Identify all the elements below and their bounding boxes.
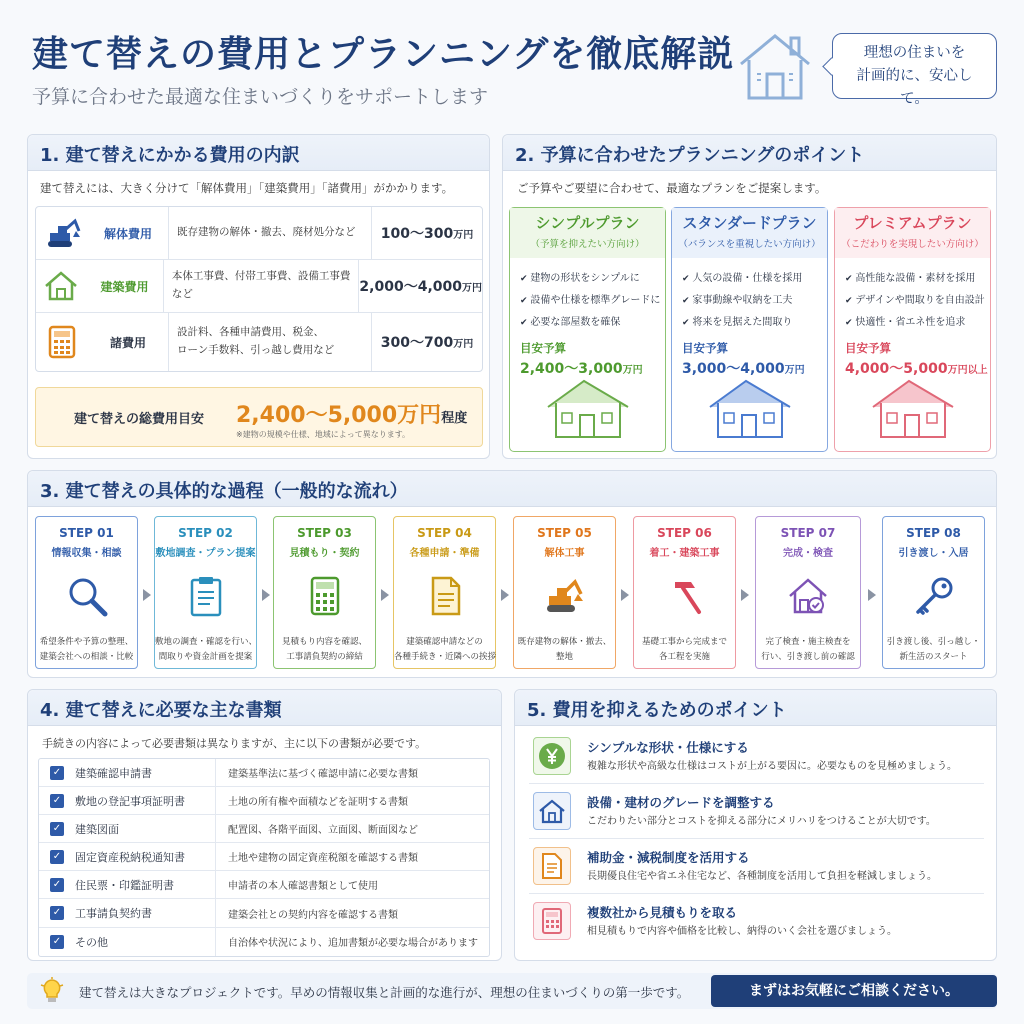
plan-card-standard <box>671 207 828 452</box>
step-title: 見積もり・契約 <box>289 548 360 559</box>
checkbox-checked-icon: ✓ <box>50 822 64 836</box>
cost-value <box>372 332 482 352</box>
step-number: STEP 03 <box>297 526 352 540</box>
step-desc-line: 希望条件や予算の整理、 <box>39 637 134 647</box>
plan-budget-value <box>672 358 827 378</box>
step-desc <box>634 635 735 666</box>
step-arrow-icon <box>621 589 629 601</box>
footer-bar <box>27 973 997 1009</box>
step-desc <box>274 635 375 666</box>
plan-card-premium <box>834 207 991 452</box>
plan-tag: （予算を抑えたい方向け） <box>530 239 645 250</box>
tip-item <box>529 734 984 784</box>
document-icon <box>423 574 467 618</box>
cost-amount: 100〜300 <box>380 226 454 242</box>
step-desc-line: 間取りや資金計画を提案 <box>158 652 253 663</box>
cost-desc-line: 本体工事費、付帯工事費、設備工事費など <box>171 270 351 300</box>
step-card-03 <box>273 516 376 669</box>
section3-heading: 3. 建て替えの具体的な過程（一般的な流れ） <box>28 471 996 507</box>
step-title: 情報収集・相談 <box>51 548 122 559</box>
step-number: STEP 07 <box>780 526 836 540</box>
plan-tag: （バランスを重視したい方向け） <box>678 239 821 250</box>
step-desc-line: 建築会社への相談・比較 <box>39 652 134 663</box>
magnifier-icon <box>65 574 109 618</box>
tip-title: 設備・建材のグレードを調整する <box>587 795 775 810</box>
page-subtitle: 予算に合わせた最適な住まいづくりをサポートします <box>32 86 489 108</box>
house-illustration-icon <box>706 377 794 439</box>
plan-header <box>510 208 665 258</box>
document-name: 建築確認申請書 <box>75 766 152 780</box>
section5-heading: 5. 費用を抑えるためのポイント <box>515 690 996 726</box>
plan-point: ✔ 設備や仕様を標準グレードに <box>520 290 657 312</box>
document-desc: 配置図、各階平面図、立面図、断面図など <box>215 815 489 842</box>
step-desc-line: 行い、引き渡し前の確認 <box>761 652 855 663</box>
total-cost-label: 建て替えの総費用目安 <box>74 412 205 427</box>
cost-amount: 300〜700 <box>380 335 454 351</box>
tagline-bubble <box>832 33 997 108</box>
step-number: STEP 02 <box>178 526 233 540</box>
document-row <box>39 871 489 899</box>
step-arrow-icon <box>868 589 876 601</box>
key-icon <box>912 574 956 618</box>
cost-unit: 万円 <box>462 283 482 294</box>
step-card-06 <box>633 516 736 669</box>
cost-desc-line: 設計料、各種申請費用、税金、 <box>177 326 324 339</box>
tip-item <box>529 789 984 839</box>
house-icon <box>533 792 571 830</box>
section4-heading: 4. 建て替えに必要な主な書類 <box>28 690 501 726</box>
cost-unit: 万円 <box>453 230 474 241</box>
tip-desc: 長期優良住宅や省エネ住宅など、各種制度を活用して負担を軽減しましょう。 <box>587 871 937 882</box>
step-desc-line: 整地 <box>555 652 573 663</box>
cost-name: 諸費用 <box>109 335 146 350</box>
checkbox-checked-icon: ✓ <box>50 878 64 892</box>
tip-desc: 相見積もりで内容や価格を比較し、納得のいく会社を選びましょう。 <box>587 926 897 937</box>
cost-saving-panel <box>514 689 997 961</box>
plan-budget-label: 目安予算 <box>520 341 566 355</box>
step-desc <box>883 635 984 666</box>
plan-point: ✔ 人気の設備・仕様を採用 <box>682 268 819 290</box>
document-name: その他 <box>75 935 108 949</box>
hammer-icon <box>663 574 707 618</box>
total-cost-note: ※建物の規模や仕様、地域によって異なります。 <box>236 430 411 439</box>
section1-heading: 1. 建て替えにかかる費用の内訳 <box>28 135 489 171</box>
step-desc-line: 各種手続き・近隣への挨拶 <box>394 652 497 663</box>
calculator-icon <box>36 325 88 359</box>
clipboard-icon <box>184 574 228 618</box>
plan-point: ✔ 将来を見据えた間取り <box>682 312 819 334</box>
tip-title: 補助金・減税制度を活用する <box>587 850 750 865</box>
document-name: 固定資産税納税通知書 <box>75 850 185 864</box>
section1-lead: 建て替えには、大きく分けて「解体費用」「建築費用」「諸費用」がかかります。 <box>40 181 454 195</box>
cost-row-construction <box>36 260 482 313</box>
step-title: 敷地調査・プラン提案 <box>155 548 256 559</box>
document-desc: 建築基準法に基づく確認申請に必要な書類 <box>215 759 489 786</box>
step-title: 引き渡し・入居 <box>898 548 969 559</box>
plan-header <box>835 208 990 258</box>
step-title: 解体工事 <box>544 548 585 559</box>
step-desc-line: 基礎工事から完成まで <box>641 637 727 647</box>
cost-name: 建築費用 <box>100 279 149 294</box>
planning-panel <box>502 134 997 459</box>
document-desc: 建築会社との契約内容を確認する書類 <box>215 899 489 926</box>
document-name: 建築図面 <box>75 822 119 836</box>
process-panel <box>27 470 997 678</box>
house-check-icon <box>786 574 830 618</box>
plan-amount: 2,400〜3,000 <box>520 361 623 377</box>
document-desc: 土地や建物の固定資産税額を確認する書類 <box>215 843 489 870</box>
calculator-icon <box>533 902 571 940</box>
plan-unit: 万円以上 <box>947 365 988 376</box>
plan-point: ✔ 建物の形状をシンプルに <box>520 268 657 290</box>
section2-lead: ご予算やご要望に合わせて、最適なプランをご提案します。 <box>517 181 827 195</box>
step-number: STEP 05 <box>537 526 592 540</box>
footer-message: 建て替えは大きなプロジェクトです。早めの情報収集と計画的な進行が、理想の住まいづくりの第一歩です。 <box>79 985 690 1000</box>
document-name: 敷地の登記事項証明書 <box>75 794 185 808</box>
section2-heading: 2. 予算に合わせたプランニングのポイント <box>503 135 996 171</box>
checkbox-checked-icon: ✓ <box>50 766 64 780</box>
step-number: STEP 01 <box>59 526 114 540</box>
plan-tag: （こだわりを実現したい方向け） <box>841 239 984 250</box>
checkbox-checked-icon: ✓ <box>50 850 64 864</box>
plan-budget-value <box>835 358 990 378</box>
cost-row-demolition <box>36 207 482 260</box>
excavator-icon <box>543 574 587 618</box>
document-name: 住民票・印鑑証明書 <box>75 878 174 892</box>
cost-desc-line: 既存建物の解体・撤去、廃材処分など <box>177 226 356 239</box>
cost-unit: 万円 <box>453 339 474 350</box>
cost-value <box>359 276 482 296</box>
plan-header <box>672 208 827 258</box>
tip-title: シンプルな形状・仕様にする <box>587 740 749 755</box>
tagline-line1: 理想の住まいを <box>863 45 966 61</box>
step-number: STEP 08 <box>906 526 961 540</box>
plan-point: ✔ 家事動線や収納を工夫 <box>682 290 819 312</box>
step-desc-line: 工事請負契約の締結 <box>286 652 363 663</box>
plan-unit: 万円 <box>784 365 805 376</box>
step-number: STEP 06 <box>657 526 712 540</box>
plan-budget-value <box>510 358 665 378</box>
step-card-05 <box>513 516 616 669</box>
total-cost-box <box>35 387 483 447</box>
plan-name: プレミアムプラン <box>853 214 972 232</box>
checkbox-checked-icon: ✓ <box>50 935 64 949</box>
tip-item <box>529 844 984 894</box>
step-desc-line: 建築確認申請などの <box>406 637 483 647</box>
document-icon <box>533 847 571 885</box>
total-amount: 2,400〜5,000万円 <box>236 403 442 428</box>
plan-budget-label: 目安予算 <box>682 341 728 355</box>
lightbulb-icon <box>39 977 65 1005</box>
documents-panel <box>27 689 502 961</box>
document-row <box>39 928 489 956</box>
plan-point: ✔ 高性能な設備・素材を採用 <box>845 268 982 290</box>
step-card-04 <box>393 516 496 669</box>
calculator-icon <box>303 574 347 618</box>
step-desc <box>756 635 860 666</box>
plan-point: ✔ 快適性・省エネ性を追求 <box>845 312 982 334</box>
document-desc: 自治体や状況により、追加書類が必要な場合があります <box>215 928 489 956</box>
step-card-01 <box>35 516 138 669</box>
documents-table <box>38 758 490 957</box>
checkbox-checked-icon: ✓ <box>50 906 64 920</box>
step-card-07 <box>755 516 861 669</box>
step-desc <box>36 635 137 666</box>
step-desc <box>155 635 256 666</box>
document-name: 工事請負契約書 <box>75 907 152 921</box>
plan-name: スタンダードプラン <box>682 214 817 232</box>
cost-row-misc <box>36 313 482 371</box>
step-card-08 <box>882 516 985 669</box>
step-title: 各種申請・準備 <box>409 548 480 559</box>
total-cost-value <box>236 398 467 429</box>
document-row <box>39 759 489 787</box>
document-row <box>39 787 489 815</box>
step-title: 完成・検査 <box>783 548 833 559</box>
cost-table <box>35 206 483 372</box>
step-title: 着工・建築工事 <box>649 548 720 559</box>
house-illustration-icon <box>544 377 632 439</box>
step-desc <box>394 635 495 666</box>
step-arrow-icon <box>741 589 749 601</box>
plan-unit: 万円 <box>622 365 643 376</box>
cost-desc <box>168 207 372 259</box>
step-desc-line: 敷地の調査・確認を行い、 <box>155 637 258 647</box>
house-icon <box>36 270 86 302</box>
plan-name: シンプルプラン <box>535 214 640 232</box>
step-desc-line: 見積もり内容を確認、 <box>281 637 367 647</box>
step-arrow-icon <box>381 589 389 601</box>
cost-desc-line: ローン手数料、引っ越し費用など <box>177 344 335 356</box>
consultation-button[interactable]: まずはお気軽にご相談ください。 <box>711 975 997 1007</box>
document-row <box>39 815 489 843</box>
tip-title: 複数社から見積もりを取る <box>587 905 738 920</box>
document-row <box>39 899 489 927</box>
cost-desc <box>163 260 360 312</box>
tip-item <box>529 899 984 949</box>
step-desc-line: 既存建物の解体・撤去、 <box>517 637 612 647</box>
plan-points <box>835 258 990 334</box>
house-outline-icon <box>735 28 815 102</box>
plan-point: ✔ 必要な部屋数を確保 <box>520 312 657 334</box>
excavator-icon <box>36 217 88 249</box>
section4-lead: 手続きの内容によって必要書類は異なりますが、主に以下の書類が必要です。 <box>42 737 427 750</box>
document-desc: 土地の所有権や面積などを証明する書類 <box>215 787 489 814</box>
yen-icon <box>533 737 571 775</box>
plan-point: ✔ デザインや間取りを自由設計 <box>845 290 982 312</box>
page-title: 建て替えの費用とプランニングを徹底解説 <box>32 33 735 75</box>
step-card-02 <box>154 516 257 669</box>
checkbox-checked-icon: ✓ <box>50 794 64 808</box>
plan-points <box>510 258 665 334</box>
house-illustration-icon <box>869 377 957 439</box>
tip-desc: 複雑な形状や高級な仕様はコストが上がる要因に。必要なものを見極めましょう。 <box>587 761 957 772</box>
cost-amount: 2,000〜4,000 <box>359 279 462 295</box>
plan-amount: 4,000〜5,000 <box>845 361 948 377</box>
plan-amount: 3,000〜4,000 <box>682 361 785 377</box>
step-desc-line: 完了検査・施主検査を <box>765 637 851 647</box>
cost-value <box>372 223 482 243</box>
plan-card-simple <box>509 207 666 452</box>
tagline-line2: 計画的に、安心して。 <box>856 68 973 108</box>
document-row <box>39 843 489 871</box>
cost-desc <box>168 313 372 371</box>
cost-breakdown-panel <box>27 134 490 459</box>
step-number: STEP 04 <box>417 526 472 540</box>
plan-points <box>672 258 827 334</box>
step-desc <box>514 635 615 666</box>
step-arrow-icon <box>143 589 151 601</box>
tip-desc: こだわりたい部分とコストを抑える部分にメリハリをつけることが大切です。 <box>587 816 936 827</box>
step-arrow-icon <box>501 589 509 601</box>
plan-budget-label: 目安予算 <box>845 341 891 355</box>
total-suffix: 程度 <box>441 411 468 426</box>
step-desc-line: 引き渡し後、引っ越し・ <box>886 637 981 647</box>
cost-name: 解体費用 <box>103 226 152 241</box>
step-desc-line: 各工程を実施 <box>658 652 710 663</box>
document-desc: 申請者の本人確認書類として使用 <box>215 871 489 898</box>
step-desc-line: 新生活のスタート <box>899 652 968 663</box>
step-arrow-icon <box>262 589 270 601</box>
